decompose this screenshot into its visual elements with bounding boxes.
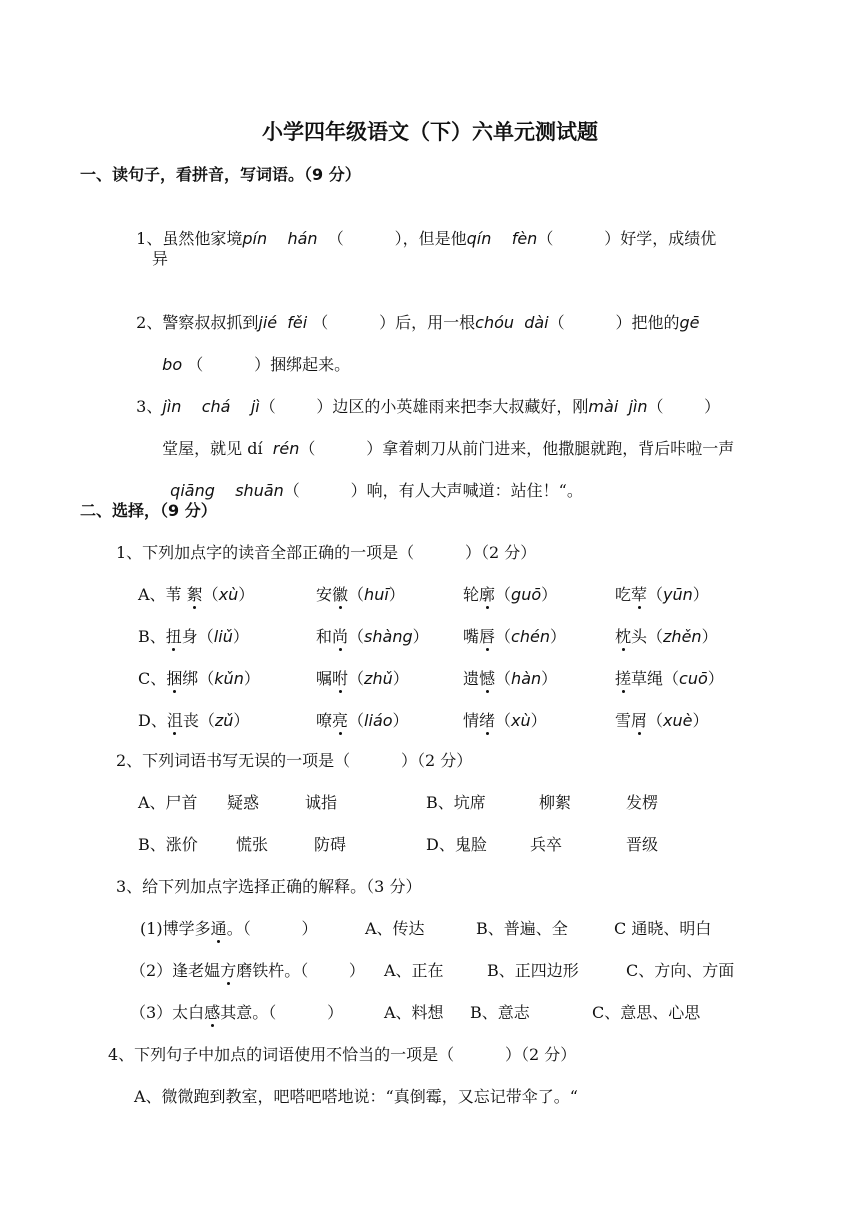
option-text: 身（ [181,627,214,646]
option-text: ） [243,669,260,688]
pinyin: jìn [628,397,648,416]
pinyin-option [615,668,724,690]
pinyin: bo [162,355,183,374]
dotted-char: 亮 [332,711,349,730]
s2-q3-item-3 [130,1002,343,1024]
q-number: 2、 [136,313,163,332]
pinyin: liáo [364,711,393,730]
dotted-char: 屑 [631,711,648,730]
s2-q3-item-2 [130,960,365,982]
option-word: 晋级 [626,835,659,854]
option: A、料想 [384,1003,444,1022]
option-text: ） [388,585,405,604]
option: C、意思、心思 [592,1003,701,1022]
option-text: ） [530,711,547,730]
option-text: （ [647,585,664,604]
option-text: （ [202,585,219,604]
pinyin: cuō [679,669,708,688]
pinyin: chén [511,627,550,646]
option-text: （ [495,669,512,688]
pinyin: pín [242,229,268,248]
dotted-char: 感 [204,1003,221,1022]
pinyin-option [463,584,557,606]
pinyin: qiāng [170,481,215,500]
blank: （ ） [647,397,721,416]
option: C、方向、方面 [626,961,735,980]
pinyin-option [615,710,709,732]
item-text: 磨铁杵。（ ） [236,961,365,980]
option-text: （ [647,711,664,730]
s1-q1-line2: 异 [152,249,169,268]
pinyin-option [138,584,254,606]
option: C 通晓、明白 [614,919,712,938]
item-text: 其意。（ ） [220,1003,344,1022]
dotted-char: 通 [210,919,227,938]
dotted-char: 捆 [166,669,183,688]
dotted-char: 沮 [166,711,183,730]
pinyin-option [138,626,249,648]
pinyin: liǔ [213,627,233,646]
option-word: B、涨价 [138,835,198,854]
dotted-char: 尚 [332,627,349,646]
pinyin: jì [250,397,260,416]
option-word: D、鬼脸 [426,835,487,854]
option-word: 柳絮 [539,793,572,812]
pinyin: xuè [663,711,693,730]
item-text: （2）逢老媪 [130,961,221,980]
section-2-heading: 二、选择，（9 分） [80,501,217,520]
option-text: ） [701,627,718,646]
s2-q4-option-a: A、微微跑到教室，吧嗒吧嗒地说：“真倒霉，又忘记带伞了。“ [134,1087,578,1106]
pinyin-option [316,668,409,690]
pinyin-option [615,584,709,606]
pinyin-option [138,710,249,732]
option-text: ） [238,585,255,604]
blank: （ ）边区的小英雄雨来把李大叔藏好，刚 [259,397,589,416]
blank: （ ）好学，成绩优 [537,229,717,248]
pinyin-option [316,626,429,648]
pinyin: kǔn [214,669,244,688]
pinyin-option [463,626,566,648]
option-word: 发楞 [626,793,659,812]
dotted-char: 搓 [615,669,632,688]
blank: （ ）捆绑起来。 [187,355,351,374]
option-text: C、 [138,669,167,688]
option-text: 嘴 [463,627,480,646]
option-text: 草绳（ [631,669,680,688]
s2-q1-stem: 1、下列加点字的读音全部正确的一项是（ ）（2 分） [116,543,537,562]
s2-q2-stem: 2、下列词语书写无误的一项是（ ）（2 分） [116,751,473,770]
dotted-char: 方 [220,961,237,980]
option-text: A、苇 [138,585,187,604]
s1-q1-line1 [126,206,716,250]
option-word: 兵卒 [530,835,563,854]
pinyin: huī [364,585,389,604]
option-text: 情 [463,711,480,730]
item-text: (1)博学多 [140,919,211,938]
pinyin: hàn [511,669,542,688]
s1-q3-line3 [160,458,583,502]
option: A、正在 [384,961,444,980]
s2-q3-stem: 3、给下列加点字选择正确的解释。（3 分） [116,877,422,896]
s1-q3-line2 [152,416,734,460]
pinyin: chóu [475,313,515,332]
item-text: 。（ ） [226,919,318,938]
pinyin-option [463,668,557,690]
option-text: （ [348,585,365,604]
s2-q4-stem: 4、下列句子中加点的词语使用不恰当的一项是（ ）（2 分） [108,1045,577,1064]
pinyin: chá [201,397,231,416]
option-text: 遗 [463,669,480,688]
dotted-char: 絮 [186,585,203,604]
dotted-char: 唇 [479,627,496,646]
blank: （ ）后，用一根 [312,313,476,332]
s1-q2-line1 [126,290,700,334]
pinyin: gē [679,313,700,332]
pinyin: qín [466,229,492,248]
option-text: 安 [316,585,333,604]
pinyin: xù [511,711,531,730]
option-text: ） [392,669,409,688]
option-text: ） [233,711,250,730]
option: B、普遍、全 [476,919,568,938]
option-text: 吃 [615,585,632,604]
dotted-char: 绪 [479,711,496,730]
pinyin: zhǔ [364,669,393,688]
option-text: ） [232,627,249,646]
option: A、传达 [365,919,425,938]
option-text: D、 [138,711,167,730]
option-text: 和 [316,627,333,646]
option-word: 慌张 [236,835,269,854]
q-text: 虽然他家境 [162,229,243,248]
dotted-char: 廓 [479,585,496,604]
option-text: ） [541,585,558,604]
option-text: （ [348,627,365,646]
dotted-char: 扭 [165,627,182,646]
dotted-char: 憾 [479,669,496,688]
option-text: 绑（ [182,669,215,688]
option-text: 轮 [463,585,480,604]
option-word: B、坑席 [426,793,486,812]
option-text: ） [707,669,724,688]
pinyin: shuān [235,481,284,500]
pinyin: xù [218,585,239,604]
pinyin: zhěn [663,627,702,646]
option-word: 疑惑 [227,793,260,812]
page-title: 小学四年级语文（下）六单元测试题 [262,120,598,144]
option-text: （ [495,627,512,646]
option-word: 防碍 [314,835,347,854]
pinyin-option [463,710,547,732]
pinyin: rén [272,439,300,458]
s2-q3-item-1 [140,918,318,940]
option-word: A、尸首 [138,793,198,812]
blank: （ ）响，有人大声喊道：站住！“。 [283,481,583,500]
pinyin-option [138,668,260,690]
dotted-char: 荤 [631,585,648,604]
option-text: 嘱 [316,669,333,688]
option: B、正四边形 [487,961,579,980]
pinyin: zǔ [214,711,234,730]
pinyin: guō [511,585,542,604]
q-text: 堂屋，就见 dí [162,439,263,458]
option-text: 嘹 [316,711,333,730]
pinyin: dài [524,313,549,332]
option-text: （ [495,711,512,730]
pinyin: jìn [162,397,182,416]
section-1-heading: 一、读句子，看拼音，写词语。（9 分） [80,165,361,184]
pinyin: fěi [287,313,308,332]
option: B、意志 [470,1003,530,1022]
option-text: ） [412,627,429,646]
option-word: 诚指 [305,793,338,812]
pinyin: fèn [511,229,538,248]
pinyin: jié [258,313,278,332]
blank: （ ）拿着刺刀从前门进来，他撒腿就跑，背后咔啦一声 [299,439,735,458]
option-text: 头（ [631,627,664,646]
option-text: ） [392,711,409,730]
pinyin: shàng [364,627,413,646]
option-text: ） [549,627,566,646]
pinyin: yūn [663,585,693,604]
option-text: （ [348,711,365,730]
pinyin: hán [287,229,318,248]
blank: （ ）把他的 [548,313,680,332]
option-text: ） [692,711,709,730]
s1-q2-line2 [152,332,350,376]
dotted-char: 枕 [615,627,632,646]
option-text: ） [692,585,709,604]
item-text: （3）太白 [130,1003,205,1022]
pinyin: mài [588,397,619,416]
dotted-char: 徽 [332,585,349,604]
option-text: ） [541,669,558,688]
option-text: B、 [138,627,166,646]
pinyin-option [316,584,405,606]
blank: （ ），但是他 [327,229,467,248]
s1-q3-line1 [126,374,720,418]
option-text: （ [348,669,365,688]
pinyin-option [316,710,409,732]
q-number: 3、 [136,397,163,416]
q-number: 1、 [136,229,163,248]
option-text: 雪 [615,711,632,730]
option-text: （ [495,585,512,604]
pinyin-option [615,626,718,648]
option-text: 丧（ [182,711,215,730]
q-text: 警察叔叔抓到 [162,313,259,332]
dotted-char: 咐 [332,669,349,688]
